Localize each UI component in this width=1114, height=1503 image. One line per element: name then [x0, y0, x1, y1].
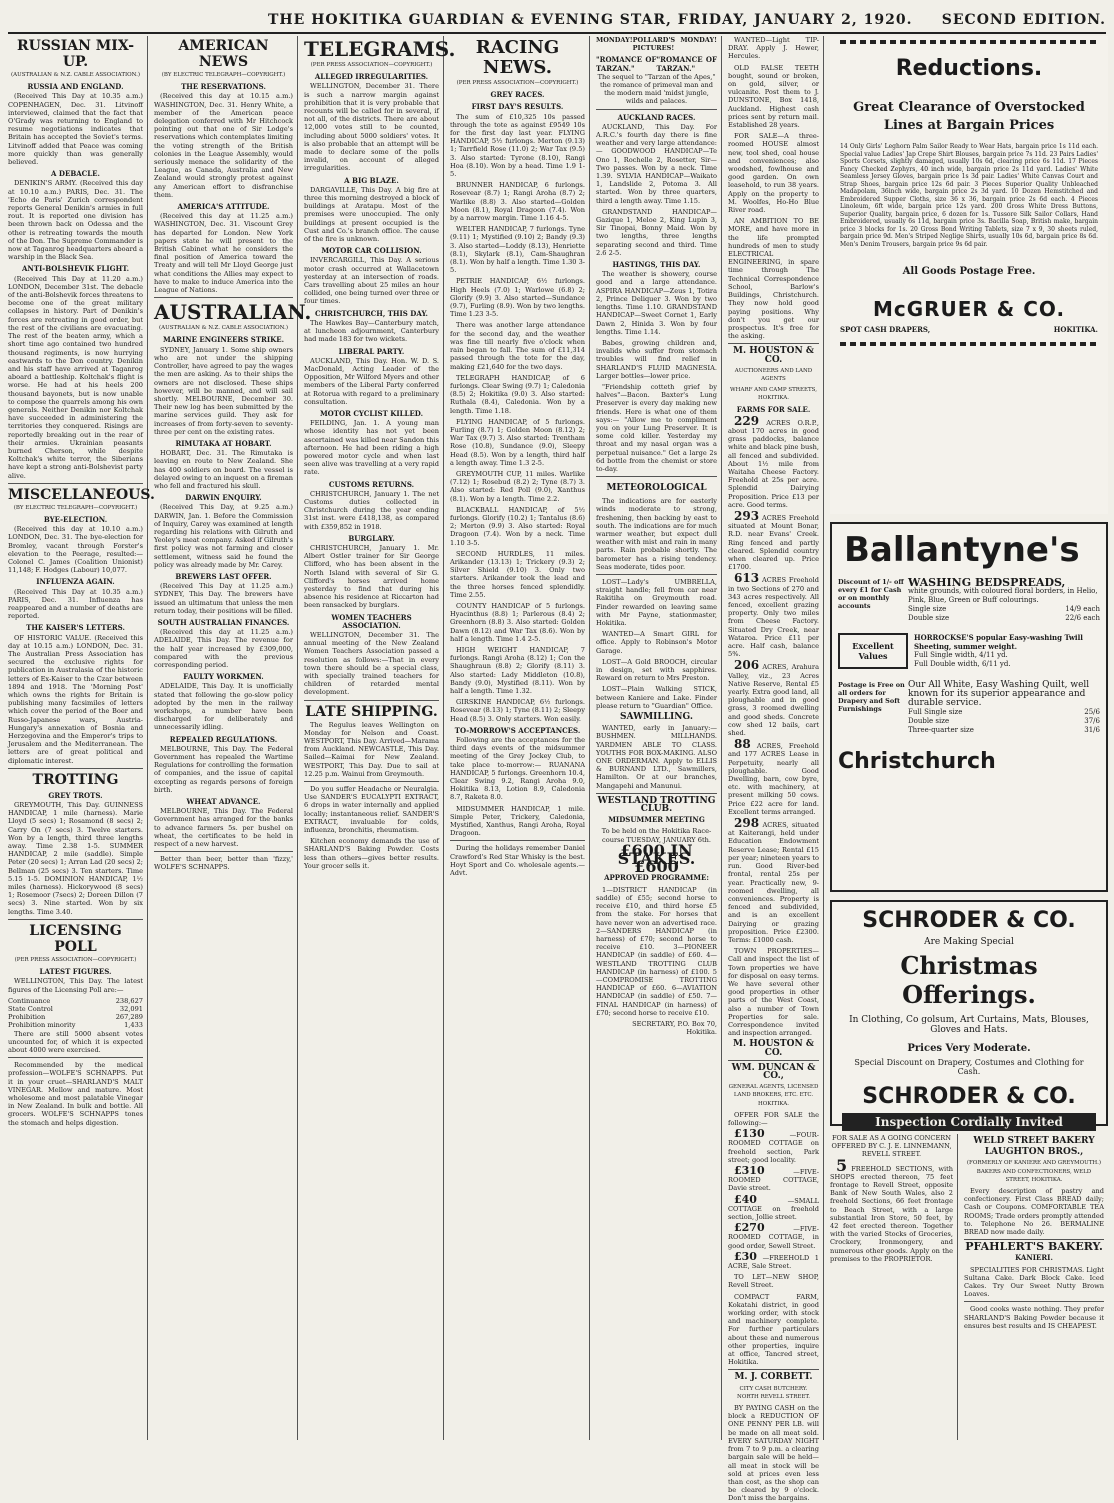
advert-text: FOR SALE AS A GOING CONCERN OFFERED BY C. J. E. LINNEMANN, REVELL STREET.: [831, 1134, 952, 1159]
subhead: ANTI-BOLSHEVIK FLIGHT.: [21, 264, 130, 274]
poll-row: Prohibition minority 1,433: [8, 1021, 143, 1030]
stakes-banner: £600 IN STAKES. £600: [617, 840, 696, 877]
subhead: TO-MORROW'S ACCEPTANCES.: [454, 725, 581, 735]
article-text: SYDNEY, January 1. Some ship owners who are not under the shipping Controller, have agreed to pay the wages the men are asking. As to their ships the owners are not disclosed. These ships however, will be manned, and will sail shortly. MELBOURNE, December 30. Their new log has been submitted by the marine services guild. They ask for increases of from forty-seven to seventy-three per cent on the existing rates.: [154, 345, 293, 436]
article-text: BRUNNER HANDICAP, 6 furlongs. Rosevear (8.7) 1; Rangi Aroha (8.7) 2; Warlike (8.8) 3. Also started—Golden Moon (8.1), Royal Dragoon (7.4). Won by a narrow margin. Time 1.16 4-5.: [450, 181, 585, 223]
inspection-banner: Inspection Cordially Invited: [842, 1113, 1096, 1131]
headline-late-shipping: LATE SHIPPING.: [305, 703, 438, 720]
concern-column: [830, 1134, 958, 1440]
ballantyne-title: Ballantyne's: [844, 530, 1080, 570]
farm-listing: 229 ACRES O.R.P., about 170 acres in good grass paddocks, balance white and black pine bush, all fenced and subdivided. About 1½ mile from Waitaha Cheese Factory. Freehold at 25s per acre. Splendid Dairying Proposition. Price £13 per acre. Good terms.: [728, 413, 819, 509]
schroder-title: SCHRODER & CO.: [862, 908, 1076, 933]
subhead: REPEALED REGULATIONS.: [169, 734, 278, 744]
discount-note: Discount of 1/- off every £1 for Cash or on monthly accounts: [838, 578, 904, 610]
bakery-column: [964, 1134, 1108, 1440]
ballantyne-city: Christchurch: [838, 749, 996, 774]
subhead: MARINE ENGINEERS STRIKE.: [162, 335, 285, 345]
article-text: GREYMOUTH, This Day. GUINNESS HANDICAP, 1 mile (harness). Marie Lloyd (5 secs) 1; Rosamond (8 secs) 2; Carry On (7 secs) 3. Twelve starters. Won by a length, third three lengths away. Time 2.38 1-5. SUMMER HANDICAP, 2 mile (saddle). Simple Peter (20 secs) 1; Arran Lad (20 secs) 2; Bellman (25 secs) 3. Ten starters. Time 5.15 1-5. DOMINION HANDICAP, 1½ miles (harness). Hickorywood (8 secs) 1; Rosemoor (7secs) 2; Doreen Dillon (7 secs) 3. Nine started. Won by six lengths. Time 3.40.: [8, 801, 143, 916]
firm-sub: KANIERI.: [1015, 1253, 1053, 1263]
article-text: AUCKLAND, This Day. For A.R.C.'s fourth day there is fine weather and very large attendance:— GOODWOOD HANDICAP—Te Ono 1, Rochelle 2, Rosetter, Sir—Two passes. Won by a neck. Time 1.39. SYLVIA HANDICAP—Waikato 1, Landslide 2, Potoma 3. All started. Won by three quarters, third a length away. Time 1.15.: [596, 122, 717, 205]
article-text: HIGH WEIGHT HANDICAP, 7 furlongs. Rangi Aroha (8.12) 1; Con the Shaughraun (8.8) 2; Glorify (8.11) 3. Also started: Lady Middleton (10.8), Bandy (9.0), Mystified (8.11). Won by half a length. Time 1.32.: [450, 646, 585, 696]
agency-line: (PER PRESS ASSOCIATION—COPYRIGHT.): [14, 956, 137, 963]
classified-ad: TO LET—NEW SHOP, Revell Street.: [728, 1273, 819, 1290]
classified-ad: LOST—Lady's UMBRELLA, straight handle; fell from car near Rakitiha on Greymouth road. Finder rewarded on leaving same with Mr Payne, stationmaster, Hokitika.: [596, 577, 717, 627]
classified-ad: LOST—A Gold BROOCH, circular in design, set with sapphires. Reward on return to Mrs Preston.: [596, 657, 717, 683]
subhead: MOTOR CAR COLLISION.: [321, 246, 422, 256]
property-offer: £310 —FIVE-ROOMED COTTAGE, Davie street.: [728, 1164, 819, 1193]
schroder-subtitle: Are Making Special: [924, 937, 1014, 947]
article-text: DENIKIN'S ARMY. (Received this day at 10.10 a.m.) PARIS, Dec. 31. The 'Echo de Paris' Zurich correspondent reports General Denikin's armies in full rout. It is reported one division has been thrown back on Odessa and the other is retreating towards the mouth of the Don. The Supreme Commander is now at Taganrog headquarters aboard a warship in the Black Sea.: [8, 179, 143, 262]
subhead: WHEAT ADVANCE.: [186, 797, 261, 807]
advert-text: 1—DISTRICT HANDICAP (in saddle) of £55; second horse to receive £10, and third horse £5 from the stake. For horses that have never won an advertised race. 2—SANDERS HANDICAP (in harness) of £70; second horse to receive £10. 3—PIONEER HANDICAP (in saddle) of £60. 4—WESTLAND TROTTING CLUB HANDICAP (in harness) of £100. 5—COMPROMISE TROTTING HANDICAP of £60. 6—AVIATION HANDICAP (in saddle) of £50. 7—FINAL HANDICAP (in harness) of £70; second horse to receive £10.: [596, 885, 717, 1017]
firm-name: M. J. CORBETT.: [734, 1372, 813, 1383]
ad-heading: WELD STREET BAKERY: [973, 1136, 1095, 1146]
article-text: FLYING HANDICAP, of 5 furlongs. Furling (8.7) 1; Golden Moon (8.12) 2; War Tax (9.7) 3. Also started: Trentham Rose (10.8), Sundance (9.0), Sleepy Head (8.5). Won by a length, third half a length away. Time 1.3 2-5.: [450, 417, 585, 467]
subhead: THE RESERVATIONS.: [181, 82, 266, 92]
headline-russian-mixup: RUSSIAN MIX-UP.: [16, 38, 135, 70]
firm-sub: CITY CASH BUTCHERY. NORTH REVELL STREET.: [737, 1385, 810, 1400]
reductions-title: Reductions.: [895, 56, 1043, 81]
advert-text: During the holidays remember Daniel Crawford's Red Star Whisky is the best. Hoyt Sport and Co. wholesale agents.—Advt.: [450, 844, 585, 878]
classified-ad: FOR SALE—A three-roomed HOUSE almost new, tool shed, coal house and conveniences; also woodshed, fowlhouse and good garden. On own leasehold, to run 38 years. Apply on the property to M. Woolfes, Ho-Ho Blue River road.: [728, 132, 819, 215]
article-text: SECOND HURDLES, 11 miles. Arikander (13.13) 1; Trickery (9.3) 2; Silver Shield (9.10) 3. Only two starters. Arikander took the lead and the three horses fenced splendidly. Time 2.55.: [450, 549, 585, 599]
column-1: [8, 36, 155, 1440]
column-5: [596, 36, 722, 1440]
price-row: Three-quarter size 31/6: [908, 726, 1100, 734]
headline-licensing-poll: LICENSING POLL: [29, 922, 122, 955]
firm-sub: (FORMERLY OF KANIERE AND GREYMOUTH.) BAKERS AND CONFECTIONERS, WELD STREET, HOKITIKA.: [966, 1160, 1102, 1183]
article-text: MELBOURNE, This Day. The Federal Government has arranged for the banks to advance farmers 5s. per bushel on wheat, the certificates to be held in respect of a new harvest.: [154, 807, 293, 849]
column-3: [304, 36, 456, 1440]
ad-heading: SAWMILLING.: [620, 712, 693, 723]
article-text: The sum of £10,325 10s passed through the tote as against £9549 10s for the first day last year. FLYING HANDICAP, 5½ furlongs. Merton (9.13) 1; Tarrfield Rose (11.0) 2; War Tax (9.5) 3. Also started: Tyrone (8.10), Rangi Hoa (8.10). Won by a head. Time 1.9 1-5.: [450, 112, 585, 179]
subhead: BREWERS LAST OFFER.: [175, 571, 272, 581]
schroder-text: In Clothing, Co golsum, Art Curtains, Mats, Blouses, Gloves and Hats.: [849, 1015, 1089, 1035]
article-text: WELLINGTON, December 31. The annual meeting of the New Zealand Women Teachers Association passed a resolution as follows:—That in every town there should be a special class, with specially trained teachers for children of retarded mental development.: [304, 631, 439, 697]
property-offer: £130 —FOUR-ROOMED COTTAGE on freehold section, Park street; good locality.: [728, 1127, 819, 1164]
headline-australian: AUSTRALIAN.: [154, 300, 312, 325]
classified-ad: AN AMBITION TO BE MORE, and have more in the life prompted hundreds of men to study ELECTRICAL ENGINEERING, in spare time through The Technical Correspondence School, Barlow's Buildings, Christchurch. They now hold good paying positions. Why don't you get our prospectus. It's free for the asking.: [728, 217, 819, 341]
article-text: OF HISTORIC VALUE. (Received this day at 10.15 a.m.) LONDON, Dec. 31. The Australian Press Association has secured the exclusive rights for publication in Australasia of the historic letters of Ex-Kaiser to the Czar between 1894 and 1918. The 'Morning Post' which owns the rights for Britain is publishing many facsimiles of letters which cover the period of the Boer and Russo-Japanese wars, Austria-Hungary's annexation of Bosnia and Herzegovina and the Emperor's trips to Jerusalem and the Mediterranean. The letters are of great political and diplomatic interest.: [8, 633, 143, 765]
advert-text: To be held on the Hokitika Race-course TUESDAY, JANUARY 6th.: [601, 827, 712, 844]
article-text: The Hawkes Bay—Canterbury match, at luncheon adjournment, Canterbury had made 183 for two wickets.: [304, 318, 439, 344]
column-4: [450, 36, 590, 1440]
advert-text: Good cooks waste nothing. They prefer SHARLAND'S Baking Powder because it ensures best results and IS CHEAPEST.: [964, 1305, 1104, 1330]
article-text: CHRISTCHURCH, January 1. The net Customs duties collected in Christchurch during the year ending 31st inst. were £418,138, as compared with £359,852 in 1918.: [304, 489, 439, 531]
reductions-items: 14 Only Girls' Leghorn Palm Sailor Ready to Wear Hats, bargain price 1s 11d each. Special value Ladies' Jap Crepe Shirt Blouses, bargain price 7s 11d. 23 Pairs Ladies' Sports Corsets, slightly damaged, usually 10s 6d, clearing price 6s 11d. 17 Pieces Fancy Checked Zephyrs, 40 inch wide, bargain price 2s 11d yard. Ladies' White Seamless Jersey Gloves, bargain price 1s 3d pair. Ladies' White Canvas Court and Strap Shoes, bargain price 12s 6d pair. 3 Pieces Superior Quality Unbleached Madapolam, 36inch wide, bargain price 2s 3d yard. 10 Dozen Hemstitched and Embroidered Supper Cloths, size 36 x 36, bargain price 2s 6d each. 4 Pieces Linoleum, 6ft wide, bargain price 12s yard. 200 Gross White Dress Buttons, Superior Quality, bargain price, 6 dozen for 1s. Tussore Silk Sailor Collars, Hand Embroidered, usually 6s 11d, bargain price 3s. Bacilla Soap, British make, bargain price 3 blocks for 1s. 20 Gross Bond Writing Tablets, size 7 x 9, 30 sheets ruled, bargain price 9d. Men's Striped Neglige Shirts, usually 10s 6d, bargain price 8s 6d. Men's Denim Trousers, bargain price 9s 6d pair.: [840, 143, 1098, 248]
postage-note: Postage is Free on all orders for Drapery and Soft Furnishings: [838, 681, 905, 713]
article-text: GRANDSTAND HANDICAP—Gazique 1, Meloe 2, King Lupin 3, Sir Tinopai, Bonny Maid. Won by two lengths, three lengths separating second and third. Time 2.6 2-5.: [596, 207, 717, 257]
mcgruer-name: McGRUER & CO.: [872, 297, 1066, 321]
article-text: The Regulus leaves Wellington on Monday for Nelson and Coast. WESTPORT, This Day. Arrived—Marama from Auckland. NEWCASTLE, This Day. Sailed—Kaimai for New Zealand. WESTPORT, This Day. Due to sail at 12.25 p.m. Wainui from Greymouth.: [304, 720, 439, 778]
schroder-advert: [830, 900, 1108, 1129]
price-row: Full Single size 25/6: [908, 708, 1100, 716]
subhead: ALLEGED IRREGULARITIES.: [314, 72, 429, 82]
values-badge: Excellent Values: [838, 633, 908, 669]
quilt-heading: Our All White, Easy Washing Quilt, well known for its superior appearance and durable service.: [908, 680, 1090, 708]
firm-address: WHARF AND CAMP STREETS, HOKITIKA.: [730, 387, 817, 402]
subhead: BYE-ELECTION.: [43, 514, 108, 524]
ad-subheading: APPROVED PROGRAMME:: [604, 873, 709, 883]
advert-text: SECRETARY, P.O. Box 70, Hokitika.: [632, 1019, 717, 1037]
article-text: The indications are for easterly winds moderate to strong, freshening, then backing by east to south. The indications are for much warmer weather, but expect dull weather with mist and rain in many parts. Rain probable shortly. The barometer has a rising tendency. Seas moderate, tides poor.: [596, 497, 717, 571]
article-text: WELLINGTON, This Day. The latest figures of the Licensing Poll are:—: [8, 977, 143, 994]
postage-note: All Goods Postage Free.: [902, 266, 1036, 277]
subhead: A BIG BLAZE.: [344, 175, 399, 185]
poll-row: Continuance 238,627: [8, 996, 143, 1005]
headline-trotting: TROTTING: [32, 771, 119, 788]
article-text: (Received This Day, at 9.25 a.m.) DARWIN, Jan. 1. Before the Commission of Inquiry, Carey was examined at length regarding his relations with Gilruth and Yeoley's meat company. Asked if Gilruth's first policy was not farming and closer settlement, witness said he found the policy was already made by Mr. Carey.: [154, 503, 293, 569]
advert-text: Do you suffer Headache or Neuralgia. Use SANDER'S EUCALYPTI EXTRACT, 6 drops in water internally and applied locally; instantaneous relief. SANDER'S EXTRACT, invaluable for colds, influenza, bronchitis, rheumatism.: [304, 785, 439, 835]
advert-text: Every description of pastry and confectionery. First Class BREAD daily; Cash or Coupons. COMFORTABLE TEA ROOMS; Trade orders promptly attended to. Telephone No 26. BERMALINE BREAD now made daily.: [964, 1187, 1104, 1237]
agency-line: (BY ELECTRIC TELEGRAPH—COPYRIGHT.): [13, 504, 138, 511]
subhead: FIRST DAY'S RESULTS.: [471, 102, 564, 112]
subhead: THE KAISER'S LETTERS.: [26, 623, 125, 633]
article-text: (Received This Day at 10.35 a.m.) COPENHAGEN, Dec. 31. Litvinoff interviewed, claimed that the fact that O'Grady was returning to England to resume negotiations indicates that Britain has accepted the Soviet's terms. Litvinoff added that Peace was coming more quickly than was generally believed.: [8, 92, 143, 167]
article-text: (Received This Day at 11.25 a.m.) SYDNEY, This Day. The brewers have issued an ultimatum that unless the men return today, their positions will be filled.: [154, 582, 293, 615]
firm-name: LAUGHTON BROS.,: [984, 1147, 1084, 1158]
article-text: MIDSUMMER HANDICAP, 1 mile. Simple Peter, Trickery, Caledonia, Mystified, Xanthus, Rangi Aroha, Royal Dragoon.: [450, 804, 585, 838]
headline-miscellaneous: MISCELLANEOUS.: [8, 486, 155, 503]
article-text: The weather is showery, course good and a large attendance. ASPIRA HANDICAP—Zeus 1, Totira 2, Prince Deliquer 3. Won by two lengths. Time 1.10. GRANDSTAND HANDICAP—Sweet Cornet 1, Early Dawn 2, Hinida 3. Won by four lengths. Time 1.14.: [596, 270, 717, 336]
advert-text: The sequel to "Tarzan of the Apes," the romance of primeval man and the modern maid 'midst jungle, wilds and palaces.: [597, 72, 716, 106]
ad-subheading: FARMS FOR SALE.: [736, 404, 811, 414]
article-text: GIRSKINE HANDICAP, 6½ furlongs. Rosevear (8.13) 1; Tyne (8.11) 2; Sleepy Head (8.5) 3. Only starters. Won easily.: [450, 698, 585, 723]
classified-ad: TOWN PROPERTIES—Call and inspect the list of Town properties we have for disposal on easy terms. We have several other good properties in other parts of the West Coast, also a number of Town Properties for sale. Correspondence invited and inspection arranged.: [728, 947, 819, 1038]
bedspread-heading: WASHING BEDSPREADS,: [908, 576, 1066, 589]
discount-line: Special Discount on Drapery, Costumes and Clothing for Cash.: [854, 1058, 1084, 1076]
poll-row: State Control 32,091: [8, 1004, 143, 1013]
column-6: [728, 36, 824, 1503]
firm-name: M. HOUSTON & CO.: [733, 1039, 814, 1058]
tarzan-banner: "ROMANCE OF TARZAN." "ROMANCE OF TARZAN.": [596, 55, 717, 73]
subhead: LATEST FIGURES.: [39, 967, 112, 977]
article-text: TELEGRAPH HANDICAP, of 6 furlongs. Clear Swing (9.7) 1; Caledonia (8.5) 2; Hokitika (9.0) 3. Also started: Ruthala (8.4), Caledonia. Won by a length. Time 1.18.: [450, 373, 585, 415]
article-text: HOBART, Dec. 31. The Rimutaka is leaving en route to New Zealand. She has 400 soldiers on board. The vessel is delayed owing to an inquest on a fireman who fell and fractured his skull.: [154, 449, 293, 490]
article-text: (Received this day at 11.25 a.m.) ADELAIDE, This Day. The revenue for the half year increased by £309,000, compared with the previous corresponding period.: [154, 628, 293, 669]
farm-listing: 298 ACRES, situated at Kaiterangi, held under Education Endowment Reserve Lease; Rental £15 per year; nineteen years to run. Good River-bed frontal, rental 25s per year. Practically new, 9-roomed dwelling, all conveniences. Property is fenced and subdivided, and is an excellent Dairying or grazing proposition. Price £2300. Terms: £1000 cash.: [728, 816, 819, 944]
price-row: Double size 37/6: [908, 717, 1100, 725]
classified-ad: WANTED, early in January:— BUSHMEN. MILLHANDS. YARDMEN ABLE TO CLASS. YOUTHS FOR BOX-MAKING. ALSO ONE ORDERMAN. Apply to ELLIS & BURNAND LTD., Sawmillers, Hamilton. Or at our branches, Mangapehi and Manunui.: [596, 724, 717, 790]
pictures-banner: MONDAY! POLLARD'S PICTURES! MONDAY!: [596, 36, 717, 53]
subhead: WOMEN TEACHERS ASSOCIATION.: [331, 612, 412, 630]
subhead: BURGLARY.: [348, 533, 395, 543]
reductions-subtitle: Great Clearance of Overstocked Lines at Bargain Prices: [853, 100, 1085, 133]
article-text: COUNTY HANDICAP of 5 furlongs. Hyacinthus (8.8) 1; Parlerous (8.4) 2; Greenhorn (8.8) 3. Also started: Golden Dawn (8.12) and War Tax (8.6). Won by half a length. Time 1.4 2-5.: [450, 601, 585, 643]
classified-ad: BY PAYING CASH on the block a REDUCTION OF ONE PENNY PER LB. will be made on all meat sold. EVERY SATURDAY NIGHT from 7 to 9 p.m. a clearing bargain sale will be held—all meat in stock will be sold at prices even less than cost, as the shop can be cleared by 9 o'clock. Don't miss the bargains.: [728, 1404, 819, 1503]
classified-ad: WANTED—Light TIP-DRAY. Apply J. Hewer, Hercules.: [728, 36, 819, 61]
article-text: (Received this day at 10.10 a.m.) LONDON, Dec. 31. The bye-election for Bromley, vacant through Forster's elevation to the Peerage, resulted:— Colonel C. James (Coalition Unionist) 11,148; F. Hodges (Labour) 10,077.: [8, 525, 143, 575]
article-text: FEILDING, Jan. 1. A young man whose identity has not yet been ascertained was killed near Sandon this afternoon. He had been riding a high powered motor cycle and when last seen alive was travelling at a very rapid rate.: [304, 419, 439, 477]
ad-subheading: MIDSUMMER MEETING: [608, 815, 705, 825]
subhead: HASTINGS, THIS DAY.: [612, 260, 701, 270]
column-2: [154, 36, 312, 1440]
agency-line: (PER PRESS ASSOCIATION—COPYRIGHT.): [310, 62, 433, 68]
subhead: A DEBACLE.: [51, 169, 100, 179]
price-row: Double size 22/6 each: [908, 614, 1100, 622]
classified-ad: WANTED—A Smart GIRL for office. Apply to Robinson's Motor Garage.: [596, 630, 717, 655]
article-text: There was another large attendance for the second day, and the weather was fine till nearly five o'clock when rain began to fall. The sum of £11,314 passed through the tote for the day, making £21,640 for the two days.: [450, 321, 585, 371]
agency-line: (BY ELECTRIC TELEGRAPH—COPYRIGHT.): [161, 72, 286, 78]
article-text: PETRIE HANDICAP, 6½ furlongs. High Heels (7.0) 1; Warlowe (6.8) 2; Glorify (9.9) 3. Also started—Sundance (9.7), Furling (8.9). Won by two lengths. Time 1.23 3-5.: [450, 277, 585, 319]
article-text: CHRISTCHURCH, January 1. Mr. Albert Ostler trainer for Sir George Clifford, who has been absent in the North Island with several of Sir G. Clifford's horses arrived home yesterday to find that during his absence his residence at Riccarton had been ransacked by burglars.: [304, 543, 439, 610]
prices-line: Prices Very Moderate.: [907, 1043, 1031, 1054]
subhead: RUSSIA AND ENGLAND.: [27, 82, 124, 92]
article-text: DARGAVILLE, This Day. A big fire at three this morning destroyed a block of buildings at Aratapu. Most of the premises were unoccupied. The only buildings at present occupied is the Cust and Co.'s branch office. The cause of the fire is unknown.: [304, 185, 439, 244]
subhead: AUCKLAND RACES.: [617, 112, 696, 122]
article-text: INVERCARGILL, This Day. A serious motor crash occurred at Wallacetown yesterday at an intersection of roads. Cars travelling about 25 miles an hour collided, one being turned over three or four times.: [304, 256, 439, 306]
sheeting-price: Full Single width, 4/11 yd.: [914, 651, 1008, 659]
advert-text: "Friendship cotteth grief by halves"—Bacon. Baxter's Lung Preserver is every day making new friends. Here is what one of them says:— "Allow me to compliment you on your Lung Preserver. It is some cold killer. Yesterday my throat and my nasal organ was a perpetual nuisance." Get a large 2s 6d bottle from the chemist or store to-day.: [596, 382, 717, 473]
headline-american-news: AMERICAN NEWS: [178, 38, 269, 70]
article-text: BLACKBALL HANDICAP, of 5½ furlongs. Glorify (10.2) 1; Tantalus (8.6) 2; Merton (9.9) 3. Also started: Royal Dragoon (7.4). Won by a neck. Time 1.10 3-5.: [450, 505, 585, 547]
advert-text: OFFER FOR SALE the following:—: [728, 1110, 819, 1127]
advert-text: SPECIALITIES FOR CHRISTMAS. Light Sultana Cake. Dark Block Cake. Iced Cakes. Try Our Sweet Nutty Brown Loaves.: [964, 1265, 1104, 1299]
firm-name: M. HOUSTON & CO.: [733, 346, 814, 365]
headline-meteorological: METEOROLOGICAL: [606, 483, 707, 494]
article-text: MELBOURNE, This Day. The Federal Government has repealed the Wartime Regulations for controlling the formation of companies, and the issue of capital excepting as regards persons of foreign birth.: [154, 744, 293, 794]
mcgruer-footer: SPOT CASH DRAPERS, HOKITIKA.: [840, 325, 1098, 334]
headline-telegrams: TELEGRAMS.: [304, 37, 456, 61]
subhead: SOUTH AUSTRALIAN FINANCES.: [157, 617, 290, 627]
article-text: WELLINGTON, December 31. There is such a narrow margin against prohibition that it is very probable that recounts will be called for in several, if not all, of the districts. There are about 12,000 votes still to be counted, including about 5000 soldiers' votes. It is also probable that an attempt will be made to declare some of the polls invalid, on account of alleged irregularities.: [304, 82, 439, 173]
classified-ad: OLD FALSE TEETH bought, sound or broken, on gold, silver, or vulcanite. Post them to J. DUNSTONE, Box 1418, Auckland. Highest cash prices sent by return mail. Established 28 years.: [728, 63, 819, 130]
subhead: MOTOR CYCLIST KILLED.: [319, 408, 424, 418]
agency-line: (PER PRESS ASSOCIATION—COPYRIGHT.): [456, 80, 579, 86]
article-text: (Received This Day at 10.35 a.m.) PARIS, Dec. 31. Influenza has reappeared and a number of deaths are reported.: [8, 587, 143, 621]
subhead: FAULTY WORKMEN.: [183, 672, 264, 682]
subhead: LIBERAL PARTY.: [338, 346, 405, 356]
firm-name: PFAHLERT'S BAKERY.: [965, 1240, 1103, 1254]
subhead: AMERICA'S ATTITUDE.: [177, 202, 270, 212]
classified-ad: COMPACT FARM, Kokatahi district, in good working order, with stock and machinery complete. For further particulars about these and numerous other properties, inquire at office, Tancred street, Hokitika.: [728, 1292, 819, 1367]
advert-text: Recommended by the medical profession—WOLFE'S SCHNAPPS. Put it in your cruet—SHARLAND'S MALT VINEGAR. Mellow and mature. Most wholesome and most palatable Vinegar in New Zealand. In bulk and bottle. All grocers. WOLFE'S SCHNAPPS tones the stomach and helps digestion.: [8, 1061, 143, 1127]
article-text: AUCKLAND, This Day. Hon. W. D. S. MacDonald, Acting Leader of the Opposition, Mr Wilford Myers and other members of the Liberal Party conferred at Rotorua with regard to a preliminary consultation.: [304, 356, 439, 406]
ad-heading: WESTLAND TROTTING CLUB.: [597, 795, 716, 815]
sheeting-price: Full Double width, 6/11 yd.: [914, 660, 1011, 668]
farm-listing: 88 ACRES, Freehold and 177 ACRES Lease in Perpetuity, nearly all ploughable. Good Dwelling, barn, cow byre, etc. with machinery, at present milking 50 cows. Price £22 acre for land. Excellent terms arranged.: [728, 737, 819, 816]
headline-racing-news: RACING NEWS.: [475, 37, 560, 78]
article-text: (Received This Day at 11.20 a.m.) LONDON, December 31st. The debacle of the anti-Bolshevik forces threatens to become one of the great military collapses in history. Part of Denikin's forces are retreating in good order, but the rest of the civilians are evacuating. The rest of the beaten army, which a short time ago contained two hundred thousand regiments, is now hurrying eastwards to the Don country. Denikin and his staff have arrived at Taganrog aboard a battleship. Koltchak's flight is worse. He had at his heels 200 thousand bayonets, but is now unable to compose the quarrels among his own generals. Neither Denikin nor Koltchak have succeeded in administering the territories they conquered. Risings are reportedly breaking out in the rear of their armies. Ukrainian peasants burned Cherson, while despite Koltchak's white terror, the Siberians have kept a strong anti-Bolshevist party alive.: [8, 274, 143, 480]
subhead: RIMUTAKA AT HOBART.: [175, 438, 272, 448]
masthead-title: THE HOKITIKA GUARDIAN & EVENING STAR, FRIDAY, JANUARY 2, 1920.: [268, 12, 913, 28]
subhead: GREY TROTS.: [48, 790, 103, 800]
masthead: [8, 6, 1106, 34]
article-text: GREYMOUTH CUP, 11 miles. Warlike (7.12) 1; Rosebud (8.2) 2; Tyne (8.7) 3. Also started: Red Poll (9.0), Xanthus (8.1). Won by a length. Time 2.2.: [450, 469, 585, 503]
price-row: Single size 14/9 each: [908, 605, 1100, 613]
article-text: (Received this day at 11.25 a.m.) WASHINGTON, Dec. 31. Viscount Grey has departed for London. New York papers state he will present to the British Cabinet what he considers the final position of America toward the Treaty and will tell Mr Lloyd George just what conditions the Allies may expect to have to make to induce America into the League of Nations.: [154, 212, 293, 295]
farm-listing: 613 ACRES Freehold in two Sections of 270 and 343 acres respectively. All fenced, excellent grazing property. Only two miles from Cheese Factory. Situated Dry Creek, near Wataroa. Price £11 per acre. Half cash, balance 5%.: [728, 571, 819, 659]
ballantyne-advert: [830, 522, 1108, 892]
subhead: CUSTOMS RETURNS.: [328, 479, 415, 489]
firm-sub: GENERAL AGENTS, LICENSED LAND BROKERS, ETC. ETC. HOKITIKA.: [728, 1084, 819, 1107]
mcgruer-advert: [830, 36, 1108, 514]
firm-name: WM. DUNCAN & CO.,: [731, 1062, 816, 1081]
agency-line: (AUSTRALIAN & N.Z. CABLE ASSOCIATION.): [10, 72, 141, 78]
advert-text: Kitchen economy demands the use of SHARLAND'S Baking Powder. Costs less than others—gives better results. Your grocer sells it.: [304, 837, 439, 870]
article-text: Following are the acceptances for the third days events of the midsummer meeting of the Grey Jockey Club, to take place to-morrow:— RUANANA HANDICAP, 5 furlongs. Greenhorn 10.4, Clear Swing 9.2, Rangi Aroha 9.0, Hokitika 8.13, Lotion 8.9, Caledonia 8.7, Raketa 8.0.: [450, 736, 585, 802]
schroder-title-2: SCHRODER & CO.: [862, 1084, 1076, 1109]
subhead: INFLUENZA AGAIN.: [36, 577, 115, 587]
article-text: There are still 5000 absent votes uncounted for, of which it is expected about 4000 were exercised.: [8, 1029, 143, 1054]
property-offer: £40 —SMALL COTTAGE on freehold section, Jollie street.: [728, 1192, 819, 1222]
subhead: GREY RACES.: [490, 90, 545, 100]
advert-text: Babes, growing children and, invalids who suffer from stomach troubles will find relief in SHARLAND'S FLUID MAGNESIA. Larger bottles—lower price.: [596, 338, 717, 380]
article-text: WELTER HANDICAP, 7 furlongs. Tyne (9.11) 1; Mystified (9.10) 2; Bandy (9.3) 3. Also started—Loddy (8.13), Henriette (8.1), Skylark (8.1), Cam-Shaughran (8.1). Won by half a length. Time 1.30 3-5.: [450, 225, 585, 275]
firm-sub: AUCTIONEERS AND LAND AGENTS: [734, 367, 813, 382]
christmas-title: Christmas Offerings.: [900, 951, 1038, 1009]
classified-ad: LOST—Plain Walking STICK, between Kaniere and Lake. Finder please return to "Guardian" Office.: [596, 685, 717, 710]
sheeting-heading: HORROCKSE'S popular Easy-washing Twill Sheeting, summer weight.: [914, 633, 1083, 651]
property-offer: £270 —FIVE-ROOMED COTTAGE, in good order, Sewell Street.: [728, 1221, 819, 1250]
subhead: CHRISTCHURCH, THIS DAY.: [315, 308, 428, 318]
concern-listing: 5 FREEHOLD SECTIONS, with SHOPS erected thereon, 75 feet frontage to Revell Street, opposite Bank of New South Wales, also 2 freehold Sections, 66 feet frontage to Beach Street, with a large substantial Iron Store, 50 feet, by 42 feet erected thereon. Together with the varied Stocks of Groceries, Crockery, Ironmongery, and numerous other goods. Apply on the premises to the PROPRIETOR.: [830, 1155, 953, 1263]
poll-row: Prohibition 267,289: [8, 1013, 143, 1022]
property-offer: £30 —FREEHOLD 1 ACRE, Sale Street.: [728, 1249, 819, 1271]
article-text: (Received this day at 10.15 a.m.) WASHINGTON, Dec. 31. Henry White, a member of the American peace delegation conferred with Mr Hitchcock pointing out that one of Sir Lodge's reservations which contemplates limiting the voting strength of the British colonies in the League Assembly, would seriously menace the solidarity of the League, as Canada, Australia and New Zealand would strongly protest against any American effort to disfranchise them.: [154, 92, 293, 199]
farm-listing: 206 ACRES, Arahura Valley, viz., 23 Acres Native Reserve, Rental £5 yearly. Extra good land, all ploughable and in good grass, 3 roomed dwelling and good sheds. Concrete cow shed 12 bails, cart shed.: [728, 658, 819, 738]
advert-text: Better than beer, better than 'fizzy,' WOLFE'S SCHNAPPS.: [154, 855, 293, 872]
subhead: DARWIN ENQUIRY.: [185, 493, 262, 503]
article-text: ADELAIDE, This Day. It is unofficially stated that following the go-slow policy adopted by the men in the railway workshops, a number have been discharged for deliberately and unnecessarily idling.: [154, 682, 293, 732]
edition-label: SECOND EDITION.: [941, 12, 1106, 28]
farm-listing: 293 ACRES Freehold situated at Mount Bonar, R.D. near Evans' Creek. Ring fenced and partly cleared. Splendid country when cleared up. Price £1700.: [728, 508, 819, 572]
agency-line: (AUSTRALIAN & N.Z. CABLE ASSOCIATION.): [158, 325, 289, 332]
bedspread-text: white grounds, with coloured floral borders, in Helio, Pink, Blue, Green or Buff colourings.: [908, 587, 1098, 604]
